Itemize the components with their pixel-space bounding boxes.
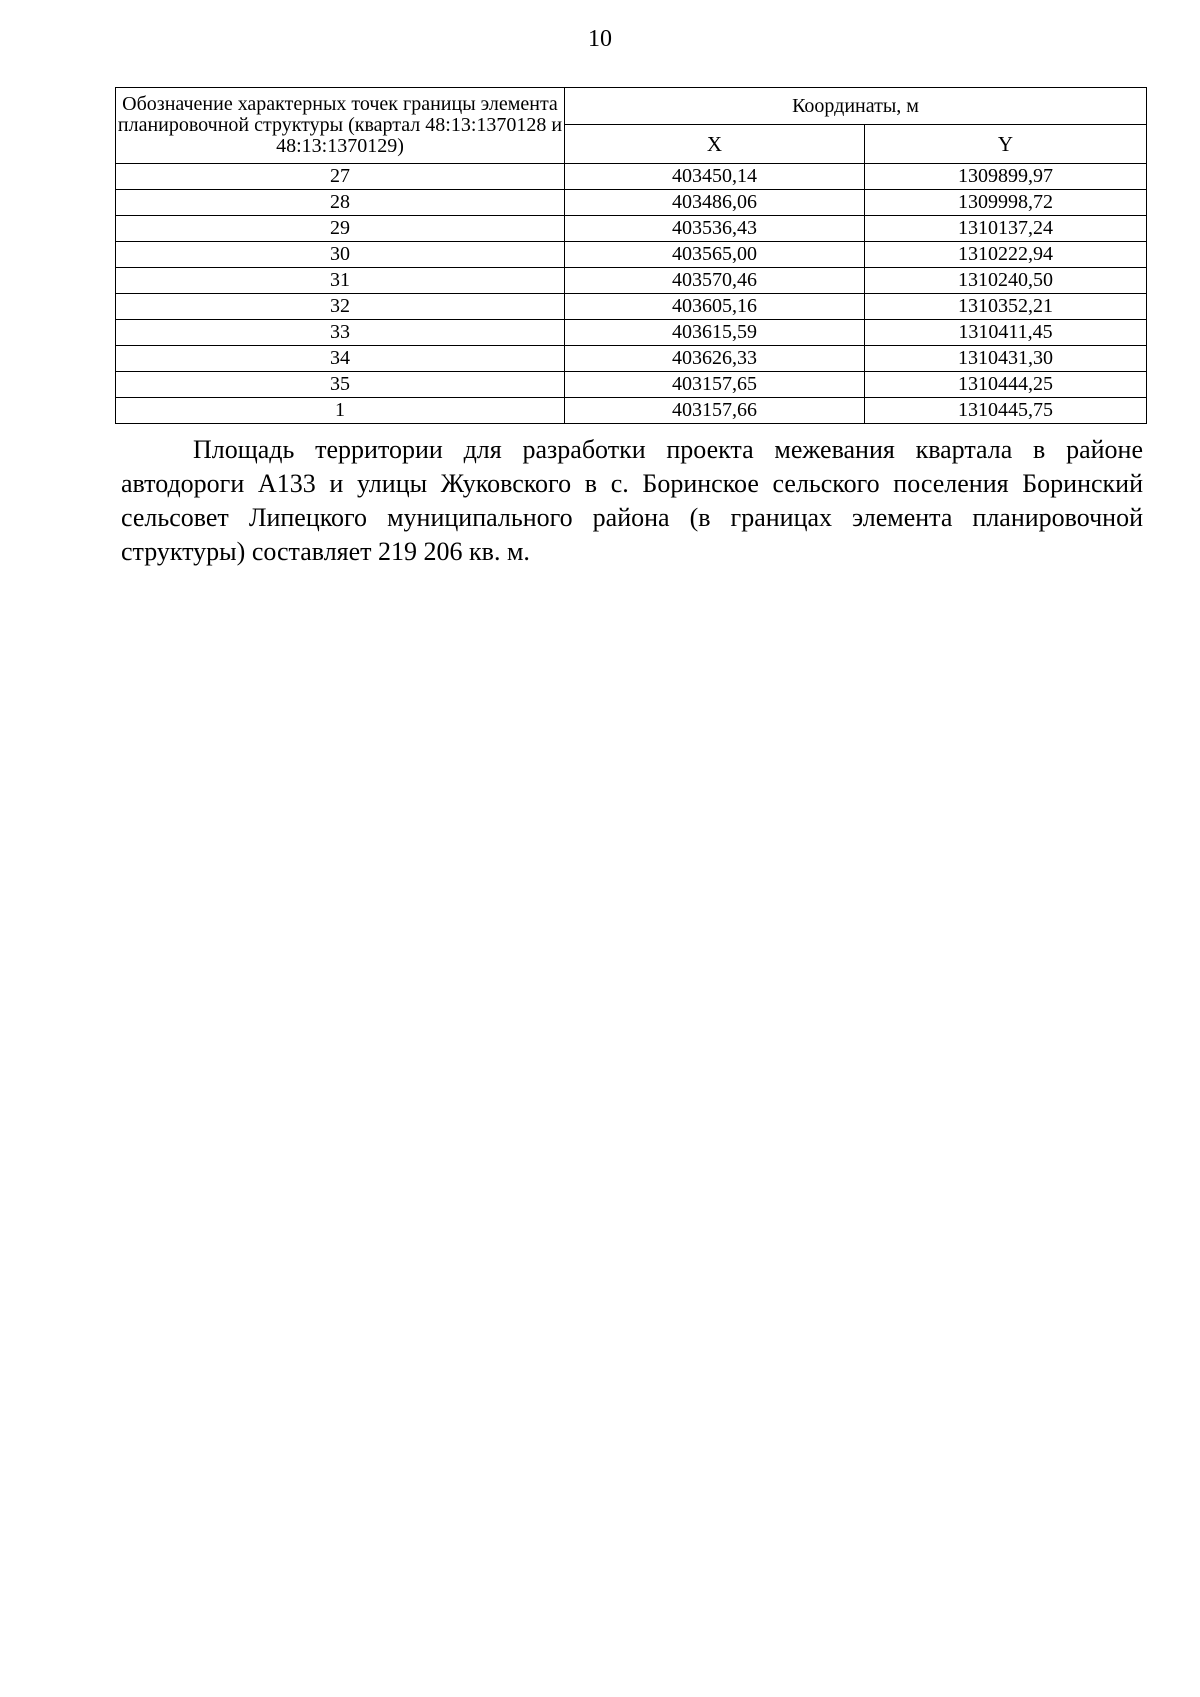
point-cell: 34	[116, 346, 565, 372]
point-cell: 33	[116, 320, 565, 346]
y-cell: 1310352,21	[865, 294, 1147, 320]
point-cell: 30	[116, 242, 565, 268]
y-cell: 1310411,45	[865, 320, 1147, 346]
y-cell: 1310240,50	[865, 268, 1147, 294]
table-row	[116, 398, 1147, 424]
point-cell: 35	[116, 372, 565, 398]
table-row	[116, 242, 1147, 268]
table-row	[116, 216, 1147, 242]
y-cell: 1310445,75	[865, 398, 1147, 424]
table-row	[116, 190, 1147, 216]
area-paragraph: Площадь территории для разработки проекта межевания квартала в районе автодороги А133 и улицы Жуковского в с. Боринское сельского поселения Боринский сельсовет Липецкого муниципального района (в границах элемента планировочной структуры) составляет 219 206 кв. м.	[121, 435, 1143, 566]
point-cell: 27	[116, 164, 565, 190]
x-cell: 403615,59	[565, 320, 865, 346]
table-row	[116, 372, 1147, 398]
x-cell: 403536,43	[565, 216, 865, 242]
x-cell: 403157,65	[565, 372, 865, 398]
table-header	[116, 88, 1147, 164]
y-cell: 1310444,25	[865, 372, 1147, 398]
y-cell: 1310222,94	[865, 242, 1147, 268]
point-column-header: Обозначение характерных точек границы элемента планировочной структуры (квартал 48:13:1370128 и 48:13:1370129)	[116, 88, 565, 164]
y-column-header: Y	[865, 125, 1147, 164]
table-body	[116, 164, 1147, 424]
y-cell: 1309998,72	[865, 190, 1147, 216]
table-row	[116, 320, 1147, 346]
table-row	[116, 268, 1147, 294]
x-cell: 403157,66	[565, 398, 865, 424]
table-row	[116, 294, 1147, 320]
coordinates-table	[115, 87, 1147, 424]
x-cell: 403626,33	[565, 346, 865, 372]
x-cell: 403605,16	[565, 294, 865, 320]
coordinates-column-header: Координаты, м	[565, 88, 1147, 125]
x-cell: 403570,46	[565, 268, 865, 294]
point-cell: 31	[116, 268, 565, 294]
x-column-header: X	[565, 125, 865, 164]
x-cell: 403565,00	[565, 242, 865, 268]
y-cell: 1310431,30	[865, 346, 1147, 372]
point-cell: 32	[116, 294, 565, 320]
point-cell: 29	[116, 216, 565, 242]
point-cell: 1	[116, 398, 565, 424]
page-number: 10	[588, 26, 612, 52]
y-cell: 1310137,24	[865, 216, 1147, 242]
table-row	[116, 164, 1147, 190]
point-cell: 28	[116, 190, 565, 216]
y-cell: 1309899,97	[865, 164, 1147, 190]
x-cell: 403486,06	[565, 190, 865, 216]
x-cell: 403450,14	[565, 164, 865, 190]
table-row	[116, 346, 1147, 372]
